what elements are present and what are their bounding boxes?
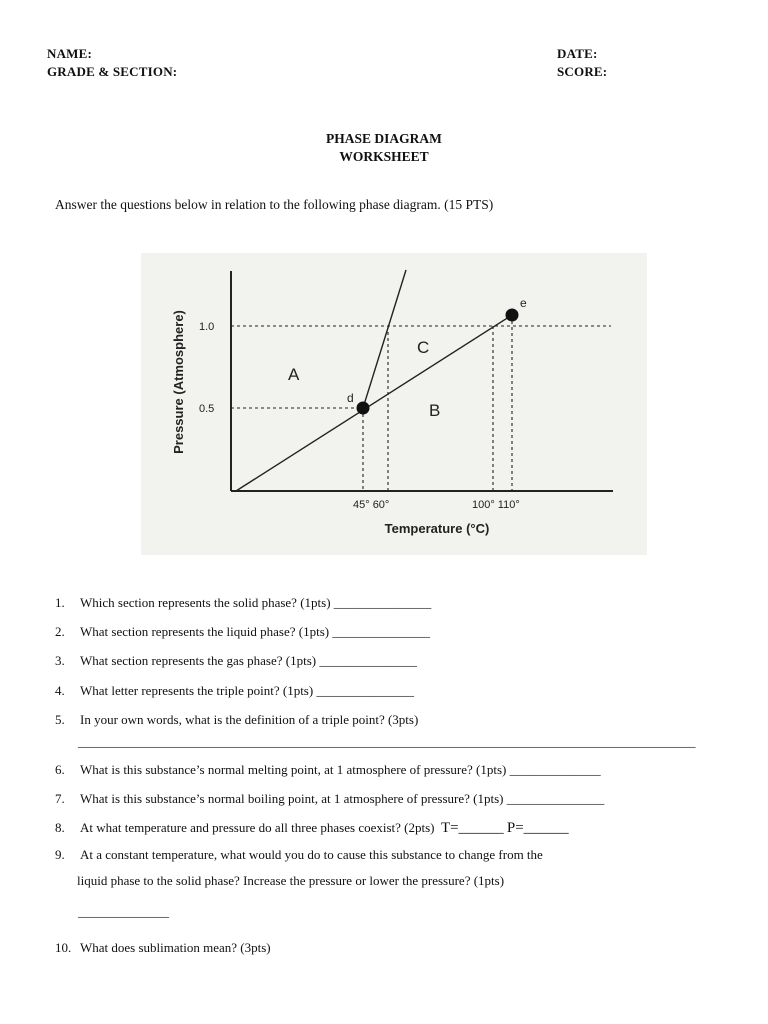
region-label-c: C [417, 338, 430, 357]
critical-point-marker [506, 309, 519, 322]
answer-line: ______________ [78, 904, 169, 919]
question-text: What letter represents the triple point? (1pts) _______________ [80, 683, 414, 698]
question-text [80, 820, 569, 837]
pressure-blank: P=______ [506, 820, 569, 836]
name-label: NAME: [47, 46, 93, 61]
question-number: 2. [55, 624, 65, 639]
point-label-d: d [347, 391, 354, 405]
question-text: What section represents the liquid phase? (1pts) _______________ [80, 624, 430, 639]
question-number: 6. [55, 762, 65, 777]
sublimation-vaporization-curve [236, 315, 512, 491]
page-title-line2: WORKSHEET [339, 149, 429, 164]
question-text: In your own words, what is the definition of a triple point? (3pts) [80, 712, 419, 727]
question-number: 10. [55, 940, 72, 955]
question-number: 1. [55, 595, 65, 610]
phase-diagram [141, 253, 647, 555]
question-number: 8. [55, 820, 65, 835]
x-tick-label: 100° 110° [472, 499, 520, 511]
question-text: What does sublimation mean? (3pts) [80, 940, 271, 955]
question-text-body: At what temperature and pressure do all three phases coexist? (2pts) [80, 820, 435, 835]
question-number: 3. [55, 653, 65, 668]
grade-section-label: GRADE & SECTION: [47, 64, 178, 79]
question-text: At a constant temperature, what would you do to cause this substance to change from the [80, 847, 543, 862]
question-number: 5. [55, 712, 65, 727]
question-text: What is this substance’s normal melting point, at 1 atmosphere of pressure? (1pts) ______________ [80, 762, 601, 777]
y-axis-title: Pressure (Atmosphere) [171, 310, 186, 454]
question-text: What section represents the gas phase? (1pts) _______________ [80, 653, 417, 668]
question-number: 7. [55, 791, 65, 806]
question-9-continued: liquid phase to the solid phase? Increase the pressure or lower the pressure? (1pts) [77, 873, 505, 888]
y-tick-label: 0.5 [199, 403, 215, 415]
question-text: Which section represents the solid phase? (1pts) _______________ [80, 595, 432, 610]
x-tick-label: 45° 60° [353, 499, 390, 511]
question-text: What is this substance’s normal boiling point, at 1 atmosphere of pressure? (1pts) _______________ [80, 791, 605, 806]
region-label-a: A [288, 365, 300, 384]
score-label: SCORE: [557, 64, 608, 79]
triple-point-marker [357, 402, 370, 415]
date-label: DATE: [557, 46, 598, 61]
question-number: 9. [55, 847, 65, 862]
point-label-e: e [520, 296, 527, 310]
question-number: 4. [55, 683, 65, 698]
answer-line: _______________________________________________________________________________________________ [78, 734, 696, 749]
instructions: Answer the questions below in relation to the following phase diagram. (15 PTS) [55, 197, 494, 212]
region-label-b: B [429, 401, 441, 420]
y-tick-label: 1.0 [199, 321, 215, 333]
temperature-blank: T=______ [441, 820, 504, 836]
x-axis-title: Temperature (°C) [384, 521, 490, 536]
page-title-line1: PHASE DIAGRAM [326, 131, 442, 146]
